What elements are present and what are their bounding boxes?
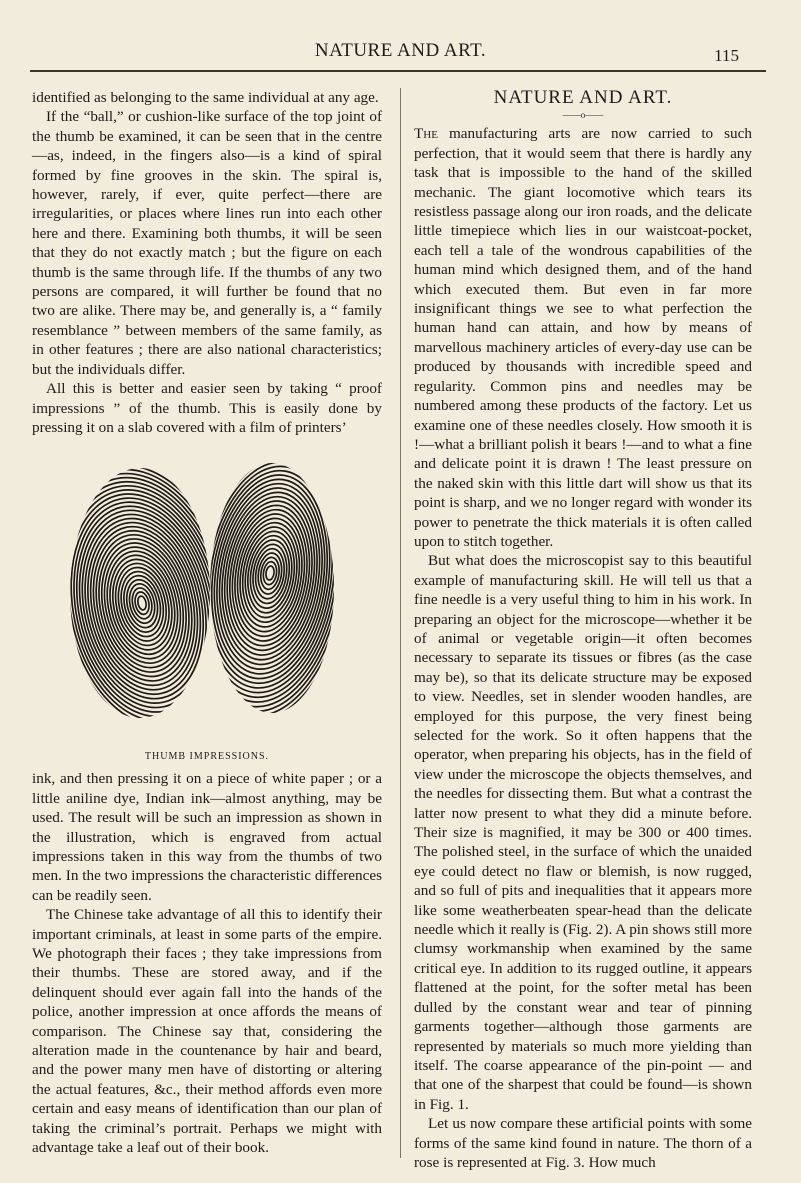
left-column: [32, 88, 382, 1157]
left-paragraph-4: ink, and then pressing it on a piece of white paper ; or a little aniline dye, Indian ink—almost anything, may be used. The result will be such an impression as shown in the illustration, which is engraved from actual impressions taken in this way from the thumbs of two men. In the two impressions the characteristic differences can be readily seen.: [32, 770, 382, 904]
left-paragraph-5: The Chinese take advantage of all this to identify their important criminals, at least in some parts of the empire. We photograph their faces ; they take impressions from their thumbs. These are stored away, and if the delinquent should ever again fall into the hands of the police, another impression at once affords the means of comparison. The Chinese say that, considering the alteration made in the countenance by hair and beard, and the power many men have of distorting or altering the actual features, &c., their method affords even more certain and easy means of identification than our plan of taking the criminal’s portrait. Perhaps we might with advantage take a leaf out of their book.: [32, 906, 382, 1157]
left-paragraph-2: If the “ball,” or cushion-like surface of the top joint of the thumb be examined, it can be seen that in the centre—as, indeed, in the fingers also—is a kind of spiral formed by fine grooves in the skin. The spiral is, however, rarely, if ever, quite perfect—there are irregularities, or places where lines run into each other here and there. Examining both thumbs, it will be seen that they do not exactly match ; but the figure on each thumb is the same through life. If the thumbs of any two persons are compared, it will further be found that no two are alike. There may be, and generally is, a “ family resemblance ” between members of the same family, as in other features ; there are also national characteristics; but the individuals differ.: [32, 108, 382, 378]
right-column: [414, 88, 752, 1172]
page-number: 115: [714, 46, 739, 65]
right-paragraph-2: But what does the microscopist say to this beautiful example of manufacturing skill. He will tell us that a fine needle is a very useful thing to him in his work. In preparing an object for the microscope—whether it be of animal or vegetable origin—it often becomes necessary to separate its tissues or fibres (as the case may be), so that its delicate structure may be exposed to view. Needles, set in slender wooden handles, are employed for this purpose, the very finest being selected for the work. So it often happens that the operator, when preparing his objects, has in the field of view under the microscope the objects themselves, and the needles for dissecting them. But what a contrast the latter now present to what they did a minute before. Their size is magnified, it may be 300 or 400 times. The polished steel, in the surface of which the unaided eye could detect no flaw or blemish, is now rugged, and so full of pits and inequalities that it appears more like some weatherbeaten spear-head than the delicate needle which it really is (Fig. 2). A pin shows still more clumsy workmanship when examined by the same critical eye. In addition to its rugged outline, it appears flattened at the point, for the softer metal has been dulled by the constant wear and tear of pinning garments together—although those garments are represented by materials so much more yielding than itself. The coarse appearance of the pin-point — and that one of the sharpest that could be found—is shown in Fig. 1.: [414, 552, 752, 1113]
article-title: NATURE AND ART.: [493, 87, 673, 108]
right-paragraph-1-text: manufacturing arts are now carried to such perfection, that it would seem that there is hardly any task that is impossible to the hand of the skilled mechanic. The giant locomotive which tears its resistless passage along our iron roads, and the delicate little timepiece which lies in our waistcoat-pocket, each tell a tale of the wondrous capabilities of the human mind which designed them, and of the hand which executed them. But even in far more insignificant things we see to what perfection the human hand can attain, and how by means of marvellous machinery articles of every-day use can be produced by thousands with incredible speed and regularity. Common pins and needles may be numbered among these products of the factory. Let us examine one of these needles closely. How smooth it is !—what a brilliant polish it bears !—and to what a fine and delicate point it is drawn ! The least pressure on the naked skin with this little dart will show us that its point is sharp, and we no longer regard with wonder its power to penetrate the thick materials it is often called upon to stitch together.: [414, 125, 752, 550]
thumbprints-illustration: [32, 443, 382, 743]
title-ornament: ——o——: [562, 110, 604, 121]
fingerprint-ridge: [152, 443, 382, 743]
fingerprint-ridge: [265, 566, 275, 581]
left-paragraph-3: All this is better and easier seen by taking “ proof impressions ” of the thumb. This is easily done by pressing it on a slab covered with a film of printers’: [32, 380, 382, 436]
running-title: NATURE AND ART.: [314, 40, 487, 61]
drop-lead-word: The: [414, 125, 438, 143]
left-paragraph-1: identified as belonging to the same individual at any age.: [32, 89, 379, 106]
fingerprint-ridge: [137, 596, 148, 611]
thumb-impressions-figure: [32, 443, 382, 765]
figure-caption: THUMB IMPRESSIONS.: [144, 751, 270, 763]
column-divider: [400, 88, 401, 1158]
fingerprint-ridge: [237, 524, 303, 626]
header-rule: [30, 70, 766, 72]
right-paragraph-1: [414, 124, 752, 551]
fingerprint-ridge: [262, 561, 278, 586]
fingerprint-ridge: [80, 522, 205, 691]
right-paragraph-3: Let us now compare these artificial points with some forms of the same kind found in nature. The thorn of a rose is represented at Fig. 3. How much: [414, 1115, 752, 1171]
